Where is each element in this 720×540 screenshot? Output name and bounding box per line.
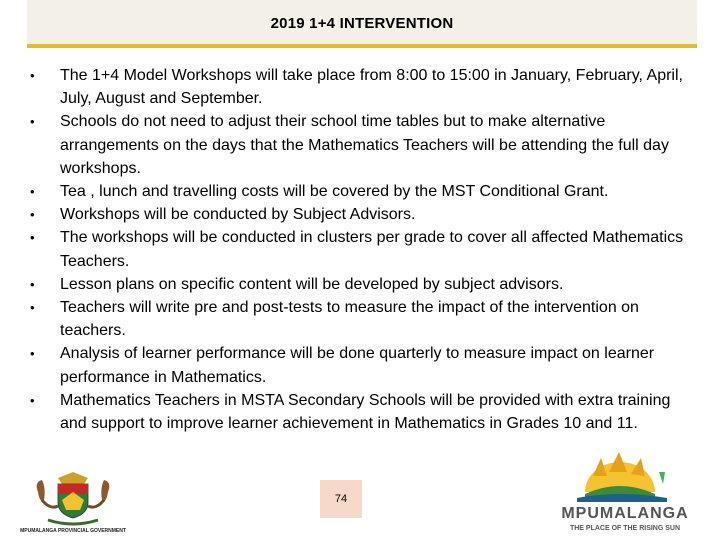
bullet-item bbox=[20, 110, 700, 180]
right-logo-name: MPUMALANGA bbox=[561, 505, 689, 522]
coat-of-arms-icon bbox=[37, 472, 110, 524]
bullet-item bbox=[20, 203, 700, 226]
bullet-marker: • bbox=[30, 346, 35, 362]
bullet-text: Schools do not need to adjust their school time tables but to make alternative arrangements on the days that the Mathematics Teachers will be attending the full day workshops. bbox=[60, 113, 669, 177]
mpumalanga-logo bbox=[555, 450, 695, 535]
bullet-text: Mathematics Teachers in MSTA Secondary Schools will be provided with extra training and support to improve learner achievement in Mathematics in Grades 10 and 11. bbox=[60, 391, 671, 433]
bullet-marker: • bbox=[30, 230, 35, 246]
bullet-marker: • bbox=[30, 114, 35, 130]
bullet-item bbox=[20, 296, 700, 342]
bullet-item bbox=[20, 180, 700, 203]
bullet-marker: • bbox=[30, 207, 35, 223]
bullet-marker: • bbox=[30, 392, 35, 408]
slide-title: 2019 1+4 INTERVENTION bbox=[270, 15, 454, 32]
bullet-text: Teachers will write pre and post-tests to measure the impact of the intervention on teachers. bbox=[60, 299, 639, 340]
title-bar bbox=[27, 0, 697, 48]
bullet-item bbox=[20, 389, 700, 435]
bullet-marker: • bbox=[30, 68, 35, 83]
rising-sun-icon bbox=[577, 452, 667, 502]
bullet-list bbox=[20, 64, 700, 435]
bullet-item bbox=[20, 273, 700, 296]
bullet-text: Lesson plans on specific content will be developed by subject advisors. bbox=[60, 275, 564, 293]
page-number: 74 bbox=[320, 480, 362, 518]
bullet-text: Tea , lunch and travelling costs will be covered by the MST Conditional Grant. bbox=[60, 183, 609, 201]
bullet-text: The workshops will be conducted in clusters per grade to cover all affected Mathematics Teachers. bbox=[60, 229, 684, 270]
bullet-text: Workshops will be conducted by Subject Advisors. bbox=[60, 206, 416, 224]
right-logo-tagline: THE PLACE OF THE RISING SUN bbox=[569, 525, 681, 532]
bullet-item bbox=[20, 342, 700, 388]
left-logo-caption: MPUMALANGA PROVINCIAL GOVERNMENT bbox=[20, 528, 126, 534]
coat-of-arms-logo bbox=[20, 470, 126, 535]
bullet-marker: • bbox=[30, 276, 35, 292]
bullet-item bbox=[20, 64, 700, 110]
bullet-item bbox=[20, 226, 700, 272]
bullet-marker: • bbox=[30, 184, 35, 200]
bullet-text: The 1+4 Model Workshops will take place from 8:00 to 15:00 in January, February, April, July, August and September. bbox=[60, 67, 683, 108]
bullet-marker: • bbox=[30, 300, 35, 316]
bullet-text: Analysis of learner performance will be done quarterly to measure impact on learner performance in Mathematics. bbox=[60, 345, 655, 386]
